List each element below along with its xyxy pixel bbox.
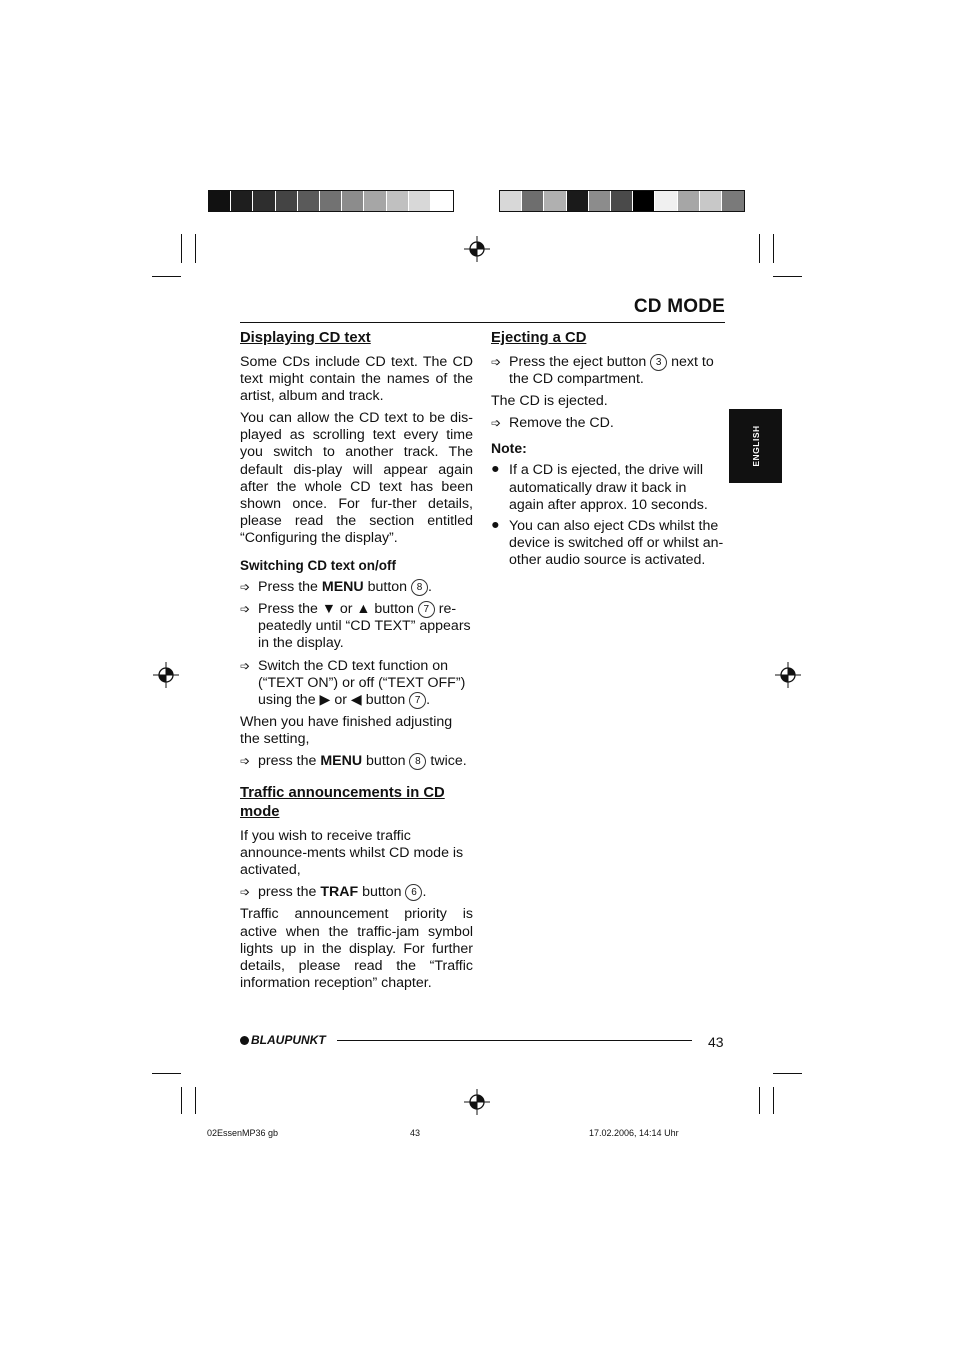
step-text: press the: [258, 884, 321, 901]
color-swatch: [500, 191, 522, 211]
note-bullet: [491, 462, 725, 513]
note-bullet: [491, 518, 725, 569]
step-text: Press the ▼ or ▲ button: [258, 601, 418, 618]
registration-mark-icon: [464, 1089, 490, 1115]
button-number-badge: 7: [418, 601, 435, 618]
note-text: You can also eject CDs whilst the device is switched off or whilst an-other audio source is activated.: [509, 517, 724, 568]
color-swatch: [364, 191, 386, 211]
slug-page: 43: [410, 1128, 421, 1138]
arrow-right-icon: ➩: [240, 658, 251, 673]
right-column: [491, 329, 725, 573]
step-text: button: [362, 752, 410, 769]
color-swatch: [431, 191, 453, 211]
step-item: [240, 753, 473, 770]
step-item: [491, 354, 725, 388]
step-item: [240, 884, 473, 901]
paragraph: You can allow the CD text to be dis-played as scrolling text every time you switch to another track. The default dis-play will appear again after the whole CD text has been shown once. For fur-ther details, please read the section entitled “Configuring the display”.: [240, 410, 473, 546]
brand-logo: [240, 1033, 326, 1047]
color-strip-right: [499, 190, 745, 212]
step-text: .: [428, 579, 432, 596]
arrow-right-icon: ➩: [240, 753, 251, 768]
color-swatch: [655, 191, 677, 211]
step-text: next to the CD compartment.: [509, 354, 714, 388]
step-item: [240, 601, 473, 652]
color-swatch: [611, 191, 633, 211]
step-item: [240, 658, 473, 709]
color-swatch: [589, 191, 611, 211]
slug-file: 02EssenMP36 gb: [207, 1128, 279, 1138]
step-text: twice.: [426, 752, 467, 769]
color-swatch: [298, 191, 320, 211]
color-swatch: [633, 191, 655, 211]
language-tab-label: ENGLISH: [750, 425, 761, 467]
left-column: [240, 329, 473, 997]
page-number: 43: [708, 1034, 724, 1050]
paragraph: Some CDs include CD text. The CD text might contain the names of the artist, album and track.: [240, 354, 473, 405]
bullet-icon: ●: [491, 516, 500, 533]
section-heading-display: Displaying CD text: [240, 330, 371, 346]
color-swatch: [700, 191, 722, 211]
color-swatch: [409, 191, 431, 211]
color-swatch: [209, 191, 231, 211]
color-swatch: [722, 191, 744, 211]
note-heading: Note:: [491, 440, 527, 457]
color-swatch: [678, 191, 700, 211]
color-swatch: [544, 191, 566, 211]
registration-mark-icon: [464, 236, 490, 262]
bullet-icon: ●: [491, 461, 500, 478]
subheading-switch: Switching CD text on/off: [240, 558, 396, 574]
step-text: re-peatedly until “CD TEXT” appears in the display.: [258, 601, 471, 652]
button-number-badge: 8: [409, 753, 426, 770]
paragraph: The CD is ejected.: [491, 393, 608, 410]
title-rule: [240, 322, 725, 323]
button-number-badge: 8: [411, 579, 428, 596]
section-heading-traffic: Traffic announcements in CD mode: [240, 785, 445, 821]
button-number-badge: 7: [409, 692, 426, 709]
color-swatch: [387, 191, 409, 211]
button-number-badge: 3: [650, 354, 667, 371]
arrow-right-icon: ➩: [491, 416, 502, 431]
logo-dot-icon: [240, 1036, 249, 1045]
arrow-right-icon: ➩: [491, 355, 502, 369]
step-text: press the: [258, 752, 321, 769]
arrow-right-icon: ➩: [240, 580, 251, 595]
step-text: Switch the CD text function on (“TEXT ON”) or off (“TEXT OFF”) using the ▶ or ◀ button: [258, 657, 466, 708]
color-strip-left: [208, 190, 454, 212]
color-swatch: [342, 191, 364, 211]
step-text: button: [358, 884, 406, 901]
menu-key-label: MENU: [321, 579, 364, 596]
step-item: [240, 579, 473, 596]
step-text: .: [426, 691, 431, 708]
color-swatch: [522, 191, 544, 211]
step-text: Press the: [258, 579, 322, 596]
paragraph: When you have finished adjusting the setting,: [240, 713, 453, 747]
section-heading-eject: Ejecting a CD: [491, 330, 587, 346]
button-number-badge: 6: [405, 884, 422, 901]
step-text: Press the eject button: [509, 354, 651, 370]
menu-key-label: MENU: [320, 752, 363, 769]
registration-mark-icon: [153, 662, 179, 688]
step-text: Remove the CD.: [509, 415, 614, 432]
paragraph: If you wish to receive traffic announce-ments whilst CD mode is activated,: [240, 828, 464, 879]
step-item: [491, 415, 725, 432]
brand-name: BLAUPUNKT: [251, 1033, 326, 1047]
page-title: CD MODE: [633, 296, 725, 317]
footer-rule: [337, 1040, 692, 1041]
color-swatch: [567, 191, 589, 211]
paragraph: Traffic announcement priority is active when the traffic-jam symbol lights up in the display. For further details, please read the “Traffic information reception” chapter.: [240, 906, 473, 991]
slug-date: 17.02.2006, 14:14 Uhr: [589, 1128, 679, 1138]
arrow-right-icon: ➩: [240, 885, 251, 900]
color-swatch: [253, 191, 275, 211]
color-swatch: [320, 191, 342, 211]
step-text: button: [363, 579, 411, 596]
registration-mark-icon: [775, 662, 801, 688]
arrow-right-icon: ➩: [240, 602, 251, 617]
step-text: .: [422, 884, 427, 901]
note-text: If a CD is ejected, the drive will automatically draw it back in again after approx. 10 seconds.: [509, 462, 708, 513]
language-tab: [729, 409, 782, 483]
traf-key-label: TRAF: [320, 884, 359, 901]
color-swatch: [231, 191, 253, 211]
color-swatch: [276, 191, 298, 211]
